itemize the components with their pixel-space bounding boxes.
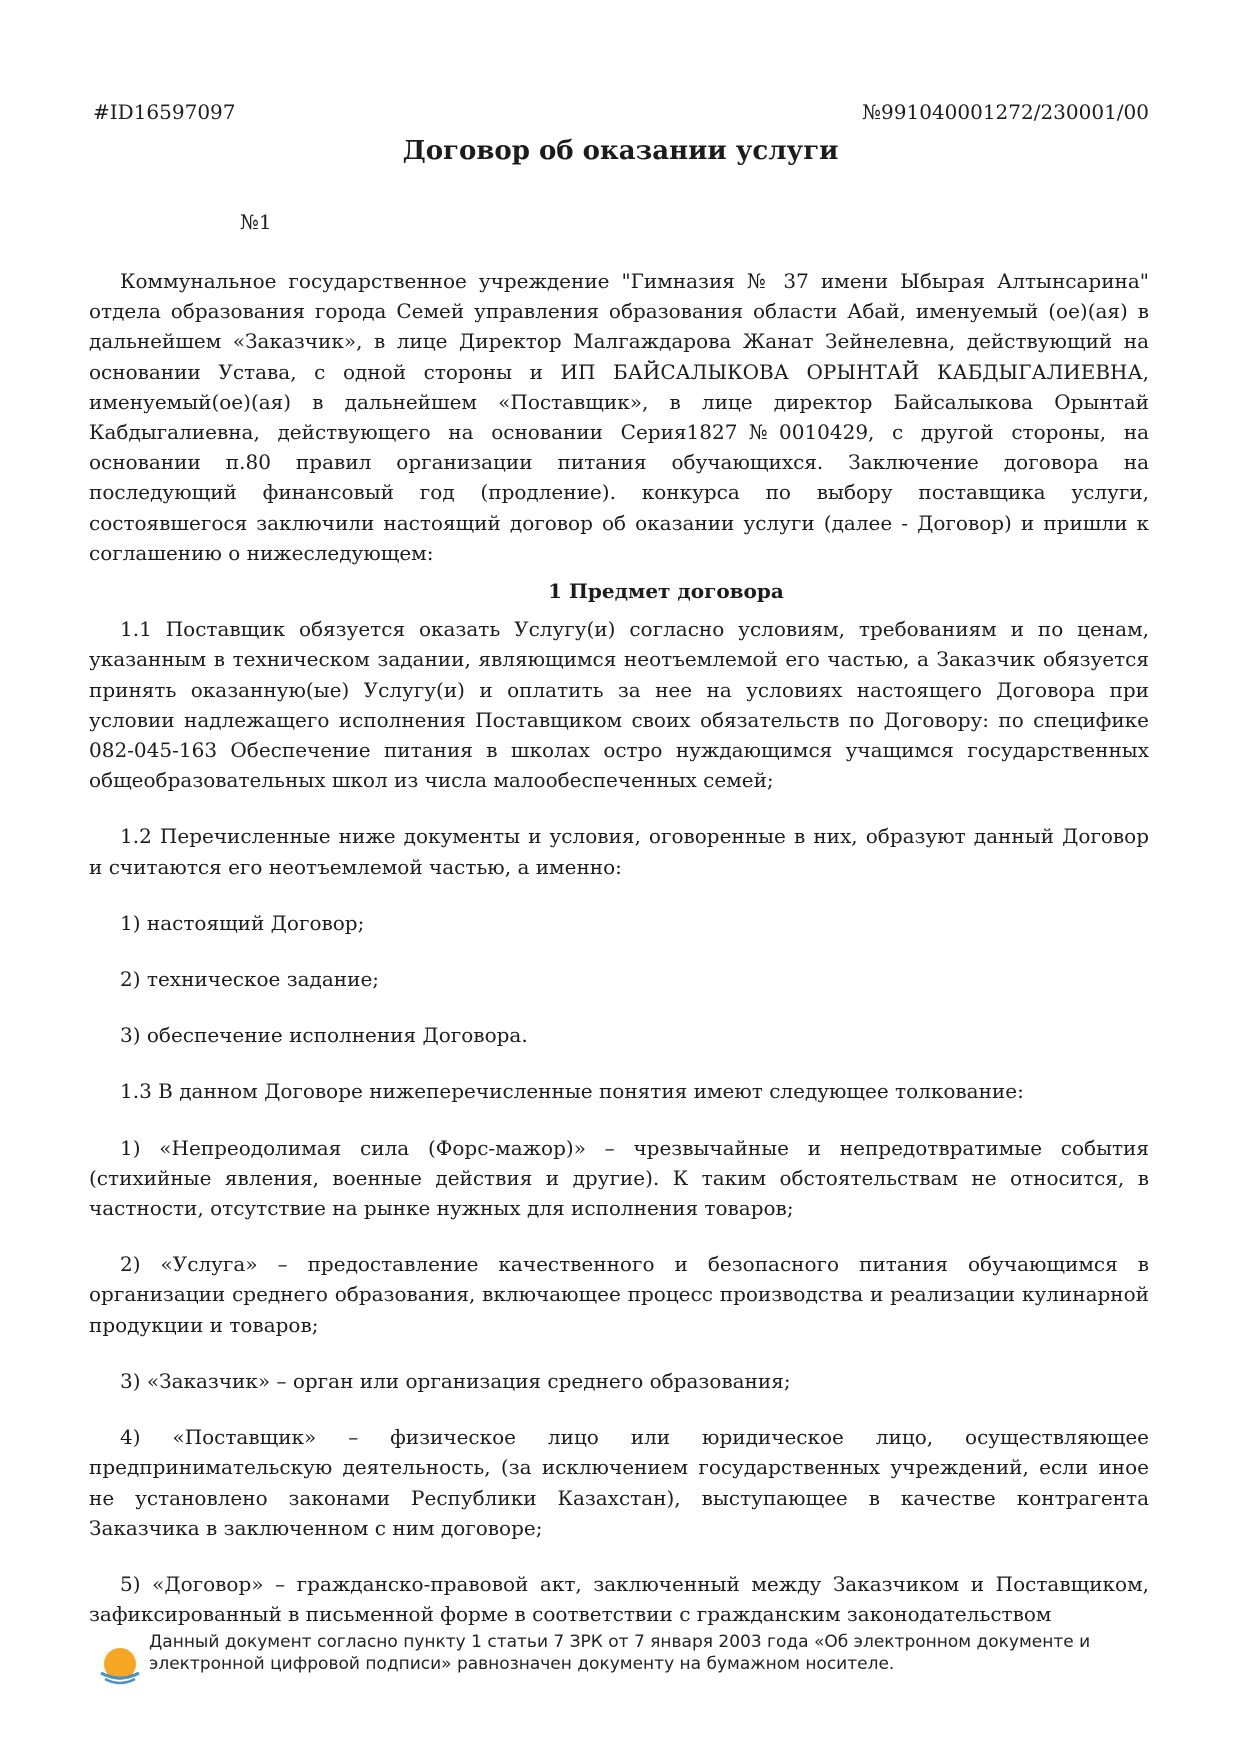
contract-number: №1 [240,210,272,234]
definition-item: 1) «Непреодолимая сила (Форс-мажор)» – чрезвычайные и непредотвратимые события (стихийные явления, военные действия и другие). К таким обстоятельствам не относится, в частности, отсутствие на рынке нужных для исполнения товаров; [89,1135,1149,1221]
list-item: 3) обеспечение исполнения Договора. [120,1023,528,1048]
preamble-paragraph: Коммунальное государственное учреждение "Гимназия № 37 имени Ыбырая Алтынсарина" отдела образования города Семей управления образования области Абай, именуемый (ое)(ая) в дальнейшем «Заказчик», в лице Директор Малгаждарова Жанат Зейнелевна, действующий на основании Устава, с одной стороны и ИП БАЙСАЛЫКОВА ОРЫНТАЙ КАБДЫГАЛИЕВНА, именуемый(ое)(ая) в дальнейшем «Поставщик», в лице директор Байсалыкова Орынтай Кабдыгалиевна, действующего на основании Серия1827№0010429, с другой стороны, на основании п.80 правил организации питания обучающихся. Заключение договора на последующий финансовый год (продление). конкурса по выбору поставщика услуги, состоявшегося заключили настоящий договор об оказании услуги (далее - Договор) и пришли к соглашению о нижеследующем: [89,269,1149,565]
registration-number: №991040001272/230001/00 [862,100,1149,124]
page-footer [93,1631,1153,1695]
definition-item: 3) «Заказчик» – орган или организация среднего образования; [120,1368,791,1393]
section-heading: 1 Предмет договора [548,579,784,604]
clause-1-3: 1.3 В данном Договоре нижеперечисленные понятия имеют следующее толкование: [120,1079,1024,1104]
legal-notice: Данный документ согласно пункту 1 статьи 7 ЗРК от 7 января 2003 года «Об электронном документе и электронной цифровой подписи» равнозначен документу на бумажном носителе. [149,1632,1091,1674]
document-header [93,100,1149,130]
definition-item: 5) «Договор» – гражданско-правовой акт, заключенный между Заказчиком и Поставщиком, зафиксированный в письменной форме в соответствии с гражданским законодательством [89,1571,1149,1627]
document-body [89,266,1149,1629]
clause-1-2: 1.2 Перечисленные ниже документы и условия, оговоренные в них, образуют данный Договор и считаются его неотъемлемой частью, а именно: [89,824,1149,879]
list-item: 2) техническое задание; [120,967,380,992]
list-item: 1) настоящий Договор; [120,910,365,935]
document-id: #ID16597097 [93,100,236,124]
document-title: Договор об оказании услуги [402,136,839,166]
egov-sun-logo-icon [93,1637,147,1691]
clause-1-1: 1.1 Поставщик обязуется оказать Услугу(и) согласно условиям, требованиям и по ценам, указанным в техническом задании, являющимся неотъемлемой его частью, а Заказчик обязуется принять оказанную(ые) Услугу(и) и оплатить за нее на условиях настоящего Договора при условии надлежащего исполнения Поставщиком своих обязательств по Договору: по специфике 082-045-163 Обеспечение питания в школах остро нуждающимся учащимся государственных общеобразовательных школ из числа малообеспеченных семей; [89,617,1149,793]
definition-item: 4) «Поставщик» – физическое лицо или юридическое лицо, осуществляющее предпринимательскую деятельность, (за исключением государственных учреждений, если иное не установлено законами Республики Казахстан), выступающее в качестве контрагента Заказчика в заключенном с ним договоре; [89,1425,1149,1540]
definition-item: 2) «Услуга» – предоставление качественного и безопасного питания обучающимся в организации среднего образования, включающее процесс производства и реализации кулинарной продукции и товаров; [89,1252,1149,1337]
